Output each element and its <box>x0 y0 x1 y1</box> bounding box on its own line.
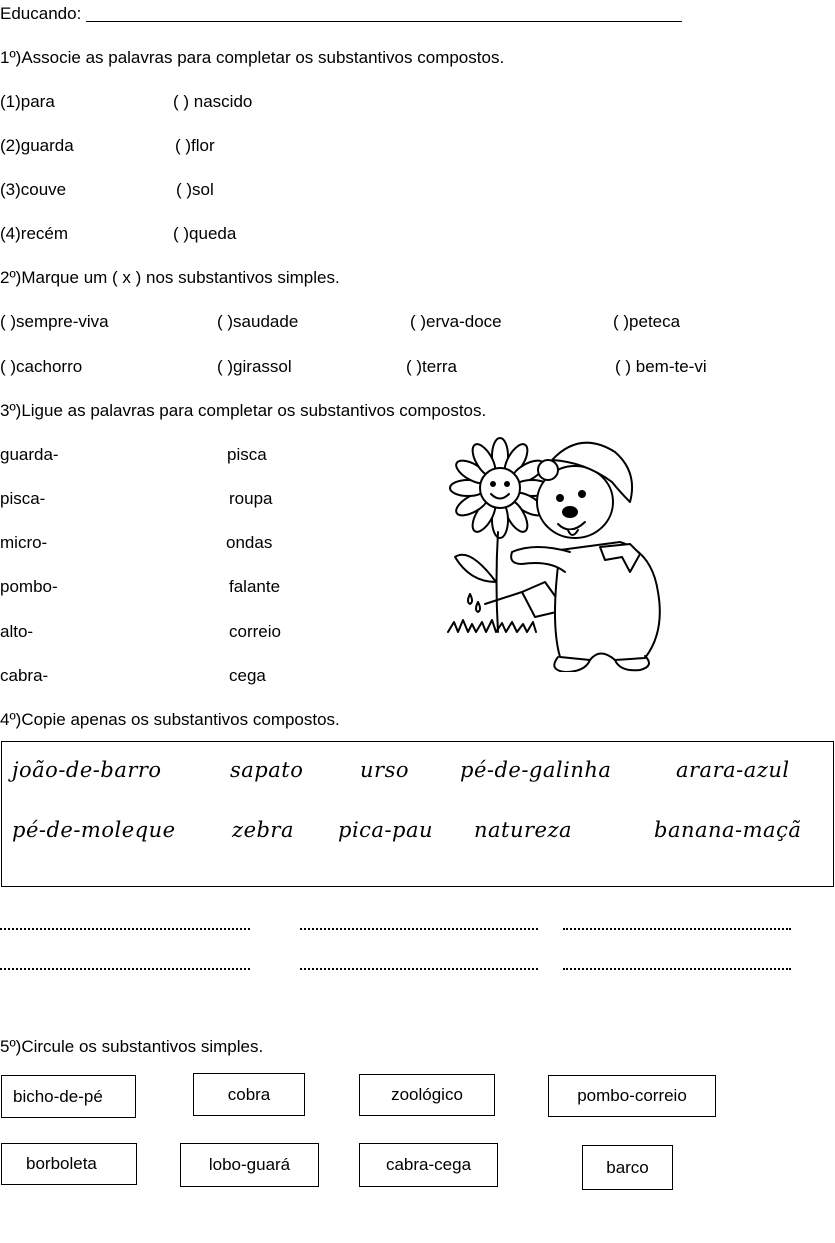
q1-left-item: (2)guarda <box>0 136 74 155</box>
answer-line[interactable] <box>300 968 538 970</box>
q2-title: 2º)Marque um ( x ) nos substantivos simples. <box>0 268 340 287</box>
q1-right-item: ( )queda <box>173 224 237 243</box>
answer-line[interactable] <box>0 968 250 970</box>
q3-right-word[interactable]: falante <box>229 577 281 596</box>
cursive-word: pica-pau <box>338 818 434 842</box>
q1-left-item: (1)para <box>0 92 55 111</box>
cursive-word: sapato <box>230 758 304 782</box>
q2-option[interactable]: ( )girassol <box>217 357 292 376</box>
q3-right-word[interactable]: correio <box>229 622 281 641</box>
student-name-line[interactable] <box>86 21 682 22</box>
answer-line[interactable] <box>563 928 791 930</box>
q5-word-box[interactable]: borboleta <box>1 1143 137 1185</box>
cursive-word: pé-de-galinha <box>460 758 612 782</box>
q2-option[interactable]: ( )sempre-viva <box>0 312 109 331</box>
q3-right-word[interactable]: ondas <box>226 533 273 552</box>
q3-left-word[interactable]: micro- <box>0 533 48 552</box>
q2-option[interactable]: ( )peteca <box>613 312 681 331</box>
q3-title: 3º)Ligue as palavras para completar os substantivos compostos. <box>0 401 487 420</box>
cursive-word: pé-de-moleque <box>12 818 176 842</box>
q3-left-word[interactable]: alto- <box>0 622 34 641</box>
cursive-word: arara-azul <box>676 758 790 782</box>
q5-word-box[interactable]: bicho-de-pé <box>1 1075 136 1118</box>
q5-word-box[interactable]: zoológico <box>359 1074 495 1116</box>
q2-option[interactable]: ( ) bem-te-vi <box>615 357 707 376</box>
q3-left-word[interactable]: pombo- <box>0 577 58 596</box>
student-name-label: Educando: <box>0 4 82 23</box>
cursive-word: natureza <box>474 818 573 842</box>
cursive-word: joão-de-barro <box>12 758 162 782</box>
q1-right-item: ( )sol <box>176 180 214 199</box>
q1-left-item: (3)couve <box>0 180 67 199</box>
q2-option[interactable]: ( )terra <box>406 357 457 376</box>
cursive-word: banana-maçã <box>654 818 802 842</box>
answer-line[interactable] <box>563 968 791 970</box>
q3-right-word[interactable]: roupa <box>229 489 273 508</box>
q2-option[interactable]: ( )erva-doce <box>410 312 502 331</box>
q5-word-box[interactable]: pombo-correio <box>548 1075 716 1117</box>
q1-right-item: ( ) nascido <box>173 92 253 111</box>
answer-line[interactable] <box>300 928 538 930</box>
q3-right-word[interactable]: pisca <box>227 445 267 464</box>
q3-left-word[interactable]: cabra- <box>0 666 49 685</box>
q5-word-box[interactable]: cabra-cega <box>359 1143 498 1187</box>
q1-title: 1º)Associe as palavras para completar os substantivos compostos. <box>0 48 505 67</box>
q2-option[interactable]: ( )cachorro <box>0 357 83 376</box>
q5-word-box[interactable]: lobo-guará <box>180 1143 319 1187</box>
q2-option[interactable]: ( )saudade <box>217 312 299 331</box>
q5-word-box[interactable]: cobra <box>193 1073 305 1116</box>
q5-word-box[interactable]: barco <box>582 1145 673 1190</box>
q3-right-word[interactable]: cega <box>229 666 266 685</box>
q1-right-item: ( )flor <box>175 136 215 155</box>
answer-line[interactable] <box>0 928 250 930</box>
q5-title: 5º)Circule os substantivos simples. <box>0 1037 264 1056</box>
q4-title: 4º)Copie apenas os substantivos compostos. <box>0 710 340 729</box>
bear-watering-flower-illustration <box>440 432 680 672</box>
q1-left-item: (4)recém <box>0 224 69 243</box>
q4-word-box <box>1 741 834 887</box>
cursive-word: zebra <box>232 818 294 842</box>
q3-left-word[interactable]: pisca- <box>0 489 46 508</box>
q3-left-word[interactable]: guarda- <box>0 445 59 464</box>
cursive-word: urso <box>360 758 409 782</box>
